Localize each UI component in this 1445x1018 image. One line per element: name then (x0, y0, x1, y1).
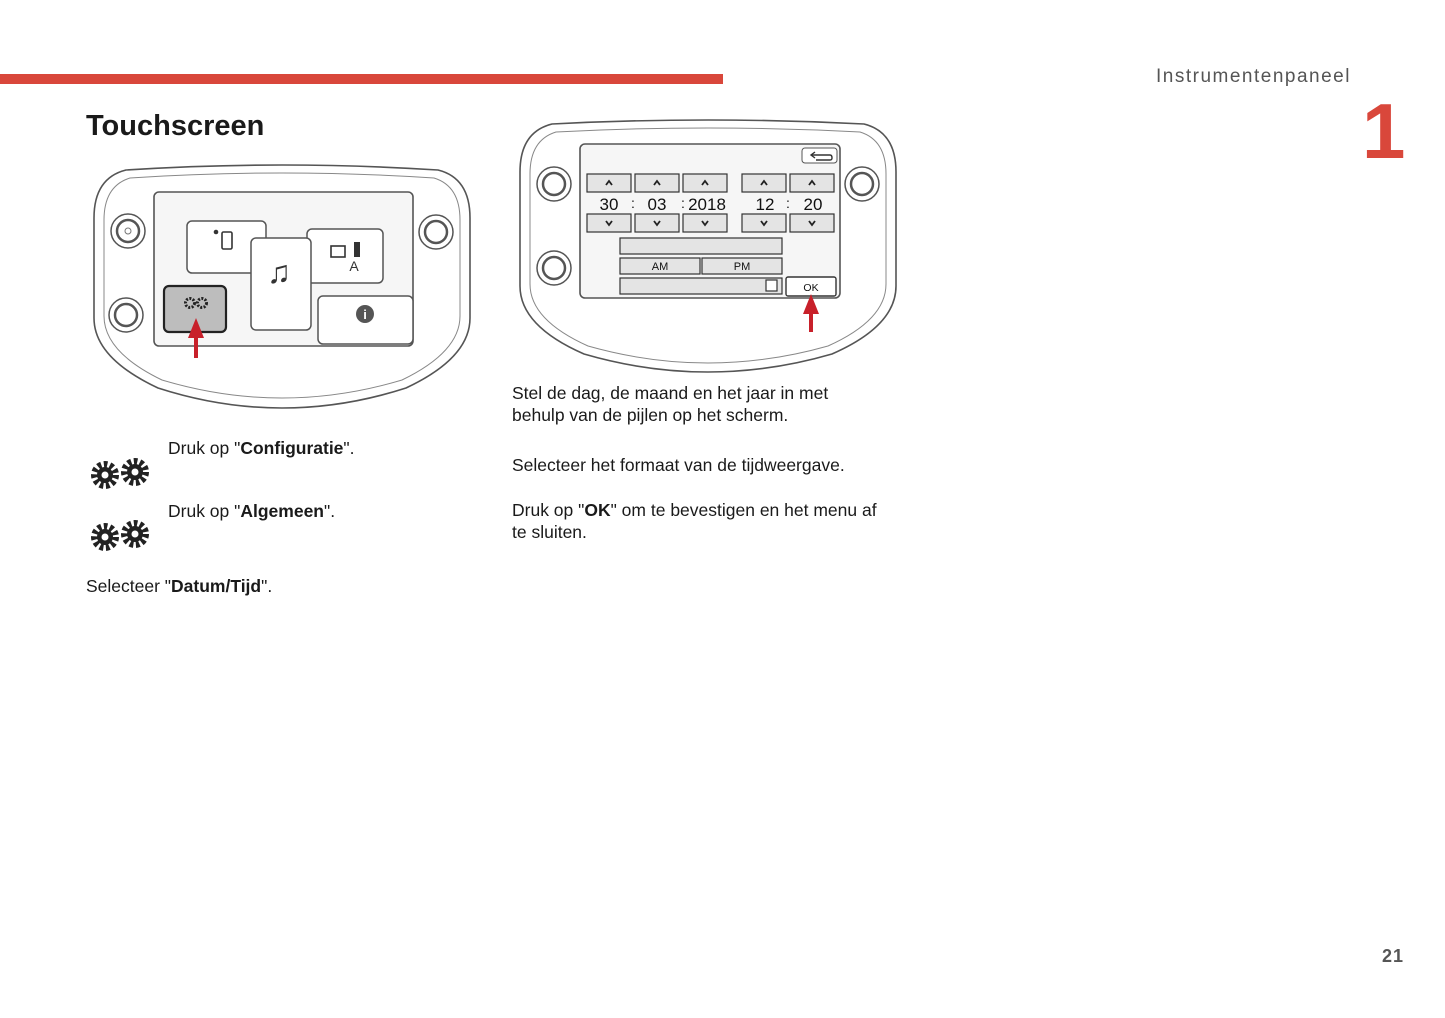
time-separator: : (786, 195, 790, 211)
svg-text:i: i (363, 307, 367, 322)
right-knob (419, 215, 453, 249)
step-algemeen: Druk op "Algemeen". (168, 501, 336, 521)
pm-button[interactable] (702, 258, 782, 274)
power-knob (111, 214, 145, 248)
algemeen-label: Algemeen (240, 501, 324, 521)
svg-text:♫: ♫ (267, 254, 291, 290)
year-up-button[interactable] (683, 174, 727, 192)
minute-down-button[interactable] (790, 214, 834, 232)
minute-value: 20 (803, 195, 823, 214)
configuratie-label: Configuratie (240, 438, 344, 458)
touchscreen-home-illustration (86, 158, 478, 424)
month-down-button[interactable] (635, 214, 679, 232)
back-icon (802, 148, 837, 163)
ok-button[interactable] (786, 277, 836, 296)
day-up-button[interactable] (587, 174, 631, 192)
day-value: 30 (599, 195, 619, 214)
section-title: Instrumentenpaneel (1156, 66, 1351, 87)
option-row (620, 278, 782, 294)
step-configuratie: Druk op "Configuratie". (168, 438, 355, 458)
year-down-button[interactable] (683, 214, 727, 232)
info-icon (318, 296, 413, 344)
am-button[interactable] (620, 258, 700, 274)
header-accent-bar (0, 74, 723, 84)
option-checkbox[interactable] (766, 280, 777, 291)
pm-label: PM (733, 261, 751, 273)
volume-knob (537, 251, 571, 285)
touchscreen-date-time-illustration (512, 118, 904, 380)
hour-up-button[interactable] (742, 174, 786, 192)
am-label: AM (651, 261, 669, 273)
page-number: 21 (1382, 946, 1405, 966)
month-up-button[interactable] (635, 174, 679, 192)
format-label-field (620, 238, 782, 254)
hour-value: 12 (755, 195, 775, 214)
navigation-icon (307, 229, 383, 283)
chapter-number: 1 (1362, 87, 1406, 175)
volume-knob (109, 298, 143, 332)
general-gears-icon (86, 517, 154, 557)
date-separator: : (631, 195, 635, 211)
music-icon (251, 238, 311, 330)
ok-label: OK (803, 282, 819, 294)
power-knob (537, 167, 571, 201)
year-separator: : (681, 195, 685, 211)
page-title: Touchscreen (86, 110, 265, 142)
datum-tijd-label: Datum/Tijd (171, 576, 262, 596)
step-set-date: Stel de dag, de maand en het jaar in met behulp van de pijlen op het scherm. (512, 383, 829, 425)
step-time-format: Selecteer het formaat van de tijdweergave. (512, 455, 845, 475)
hour-down-button[interactable] (742, 214, 786, 232)
svg-text:A: A (349, 258, 359, 274)
config-gears-icon (86, 455, 154, 495)
right-knob (845, 167, 879, 201)
year-value: 2018 (688, 195, 726, 214)
step-confirm-ok: Druk op "OK" om te bevestigen en het menu af te sluiten. (512, 500, 877, 542)
ok-bold-label: OK (584, 500, 611, 520)
day-down-button[interactable] (587, 214, 631, 232)
minute-up-button[interactable] (790, 174, 834, 192)
step-datum-tijd: Selecteer "Datum/Tijd". (86, 576, 273, 596)
month-value: 03 (647, 195, 667, 214)
